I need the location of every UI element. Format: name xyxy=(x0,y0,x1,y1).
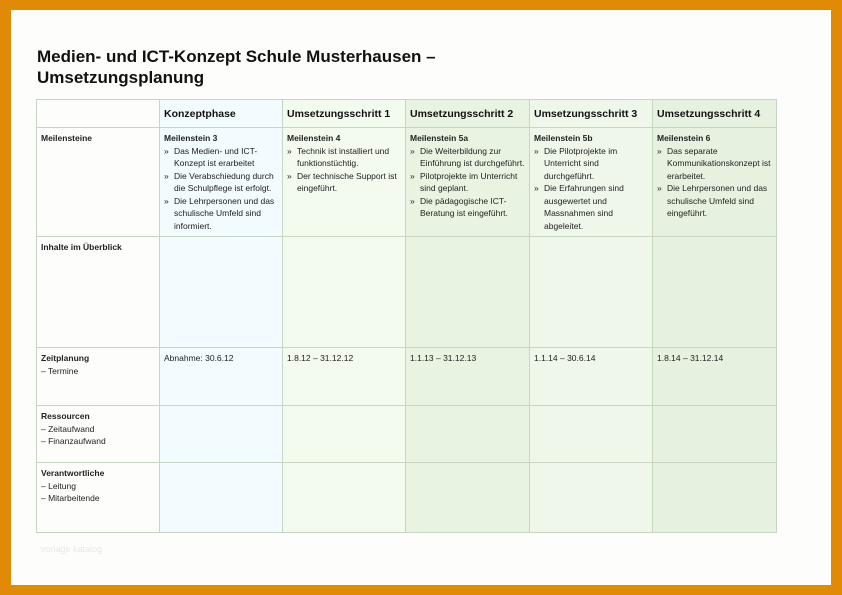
column-header: Umsetzungsschritt 4 xyxy=(653,100,777,128)
column-header: Umsetzungsschritt 2 xyxy=(406,100,530,128)
column-header: Umsetzungsschritt 1 xyxy=(283,100,406,128)
milestone-item: » Die Verabschiedung durch die Schulpflege ist erfolgt. xyxy=(164,170,278,195)
empty-cell xyxy=(283,463,406,533)
empty-cell xyxy=(160,406,283,463)
row-sublabel: – Zeitaufwand xyxy=(41,423,95,434)
row-sublabel: – Termine xyxy=(41,365,79,376)
empty-cell xyxy=(283,406,406,463)
empty-cell xyxy=(160,237,283,348)
milestone-item: » Das separate Kommunikationskonzept ist erarbeitet. xyxy=(657,145,772,183)
date-cell: 1.1.14 – 30.6.14 xyxy=(530,348,653,406)
row-label: Ressourcen xyxy=(41,411,90,421)
row-label: Zeitplanung xyxy=(41,353,90,363)
title-line-2: Umsetzungsplanung xyxy=(37,68,205,87)
milestone-item: » Die Lehrpersonen und das schulische Umfeld sind informiert. xyxy=(164,195,278,233)
milestone-list xyxy=(410,145,525,220)
document-title xyxy=(37,46,436,88)
milestone-cell xyxy=(653,128,777,237)
empty-cell xyxy=(530,237,653,348)
milestone-item: » Der technische Support ist eingeführt. xyxy=(287,170,401,195)
milestone-cell xyxy=(283,128,406,237)
milestone-item: » Die Pilotprojekte im Unterricht sind durchgeführt. xyxy=(534,145,648,183)
date-cell: 1.1.13 – 31.12.13 xyxy=(406,348,530,406)
row-label-cell xyxy=(37,463,160,533)
date-cell: 1.8.14 – 31.12.14 xyxy=(653,348,777,406)
row-zeitplanung xyxy=(37,348,777,406)
row-label: Meilensteine xyxy=(37,128,160,237)
empty-cell xyxy=(530,406,653,463)
column-header: Konzeptphase xyxy=(160,100,283,128)
milestone-item: » Technik ist installiert und funktionstüchtig. xyxy=(287,145,401,170)
row-sublabel: – Finanzaufwand xyxy=(41,436,106,446)
row-sublabel: – Leitung xyxy=(41,480,76,491)
empty-cell xyxy=(406,406,530,463)
milestone-list xyxy=(534,145,648,233)
row-label: Verantwortliche xyxy=(41,468,105,478)
row-ressourcen xyxy=(37,406,777,463)
column-header: Umsetzungsschritt 3 xyxy=(530,100,653,128)
milestone-title: Meilenstein 5b xyxy=(534,133,593,143)
milestone-item: » Die Weiterbildung zur Einführung ist durchgeführt. xyxy=(410,145,525,170)
header-row xyxy=(37,100,777,128)
empty-cell xyxy=(160,463,283,533)
milestone-list xyxy=(164,145,278,233)
empty-cell xyxy=(283,237,406,348)
milestone-list xyxy=(287,145,401,195)
empty-cell xyxy=(530,463,653,533)
row-label: Inhalte im Überblick xyxy=(37,237,160,348)
milestone-title: Meilenstein 4 xyxy=(287,133,341,143)
milestone-cell xyxy=(530,128,653,237)
watermark: vorlage katalog xyxy=(41,544,103,554)
empty-cell xyxy=(653,237,777,348)
milestone-cell xyxy=(160,128,283,237)
row-inhalte xyxy=(37,237,777,348)
empty-cell xyxy=(406,237,530,348)
date-cell: 1.8.12 – 31.12.12 xyxy=(283,348,406,406)
document-page xyxy=(11,10,831,585)
header-empty-cell xyxy=(37,100,160,128)
milestone-list xyxy=(657,145,772,220)
row-meilensteine xyxy=(37,128,777,237)
row-verantwortliche xyxy=(37,463,777,533)
milestone-title: Meilenstein 5a xyxy=(410,133,469,143)
milestone-title: Meilenstein 3 xyxy=(164,133,218,143)
milestone-title: Meilenstein 6 xyxy=(657,133,711,143)
empty-cell xyxy=(406,463,530,533)
empty-cell xyxy=(653,463,777,533)
milestone-item: » Die Erfahrungen sind ausgewertet und Massnahmen sind abgeleitet. xyxy=(534,182,648,232)
milestone-item: » Das Medien- und ICT-Konzept ist erarbeitet xyxy=(164,145,278,170)
row-label-cell xyxy=(37,406,160,463)
milestone-item: » Die Lehrpersonen und das schulische Umfeld sind eingeführt. xyxy=(657,182,772,220)
date-cell: Abnahme: 30.6.12 xyxy=(160,348,283,406)
planning-table xyxy=(36,99,777,533)
milestone-cell xyxy=(406,128,530,237)
title-line-1: Medien- und ICT-Konzept Schule Musterhausen – xyxy=(37,47,436,66)
row-sublabel: – Mitarbeitende xyxy=(41,493,100,503)
empty-cell xyxy=(653,406,777,463)
row-label-cell xyxy=(37,348,160,406)
milestone-item: » Die pädagogische ICT-Beratung ist eingeführt. xyxy=(410,195,525,220)
milestone-item: » Pilotprojekte im Unterricht sind geplant. xyxy=(410,170,525,195)
